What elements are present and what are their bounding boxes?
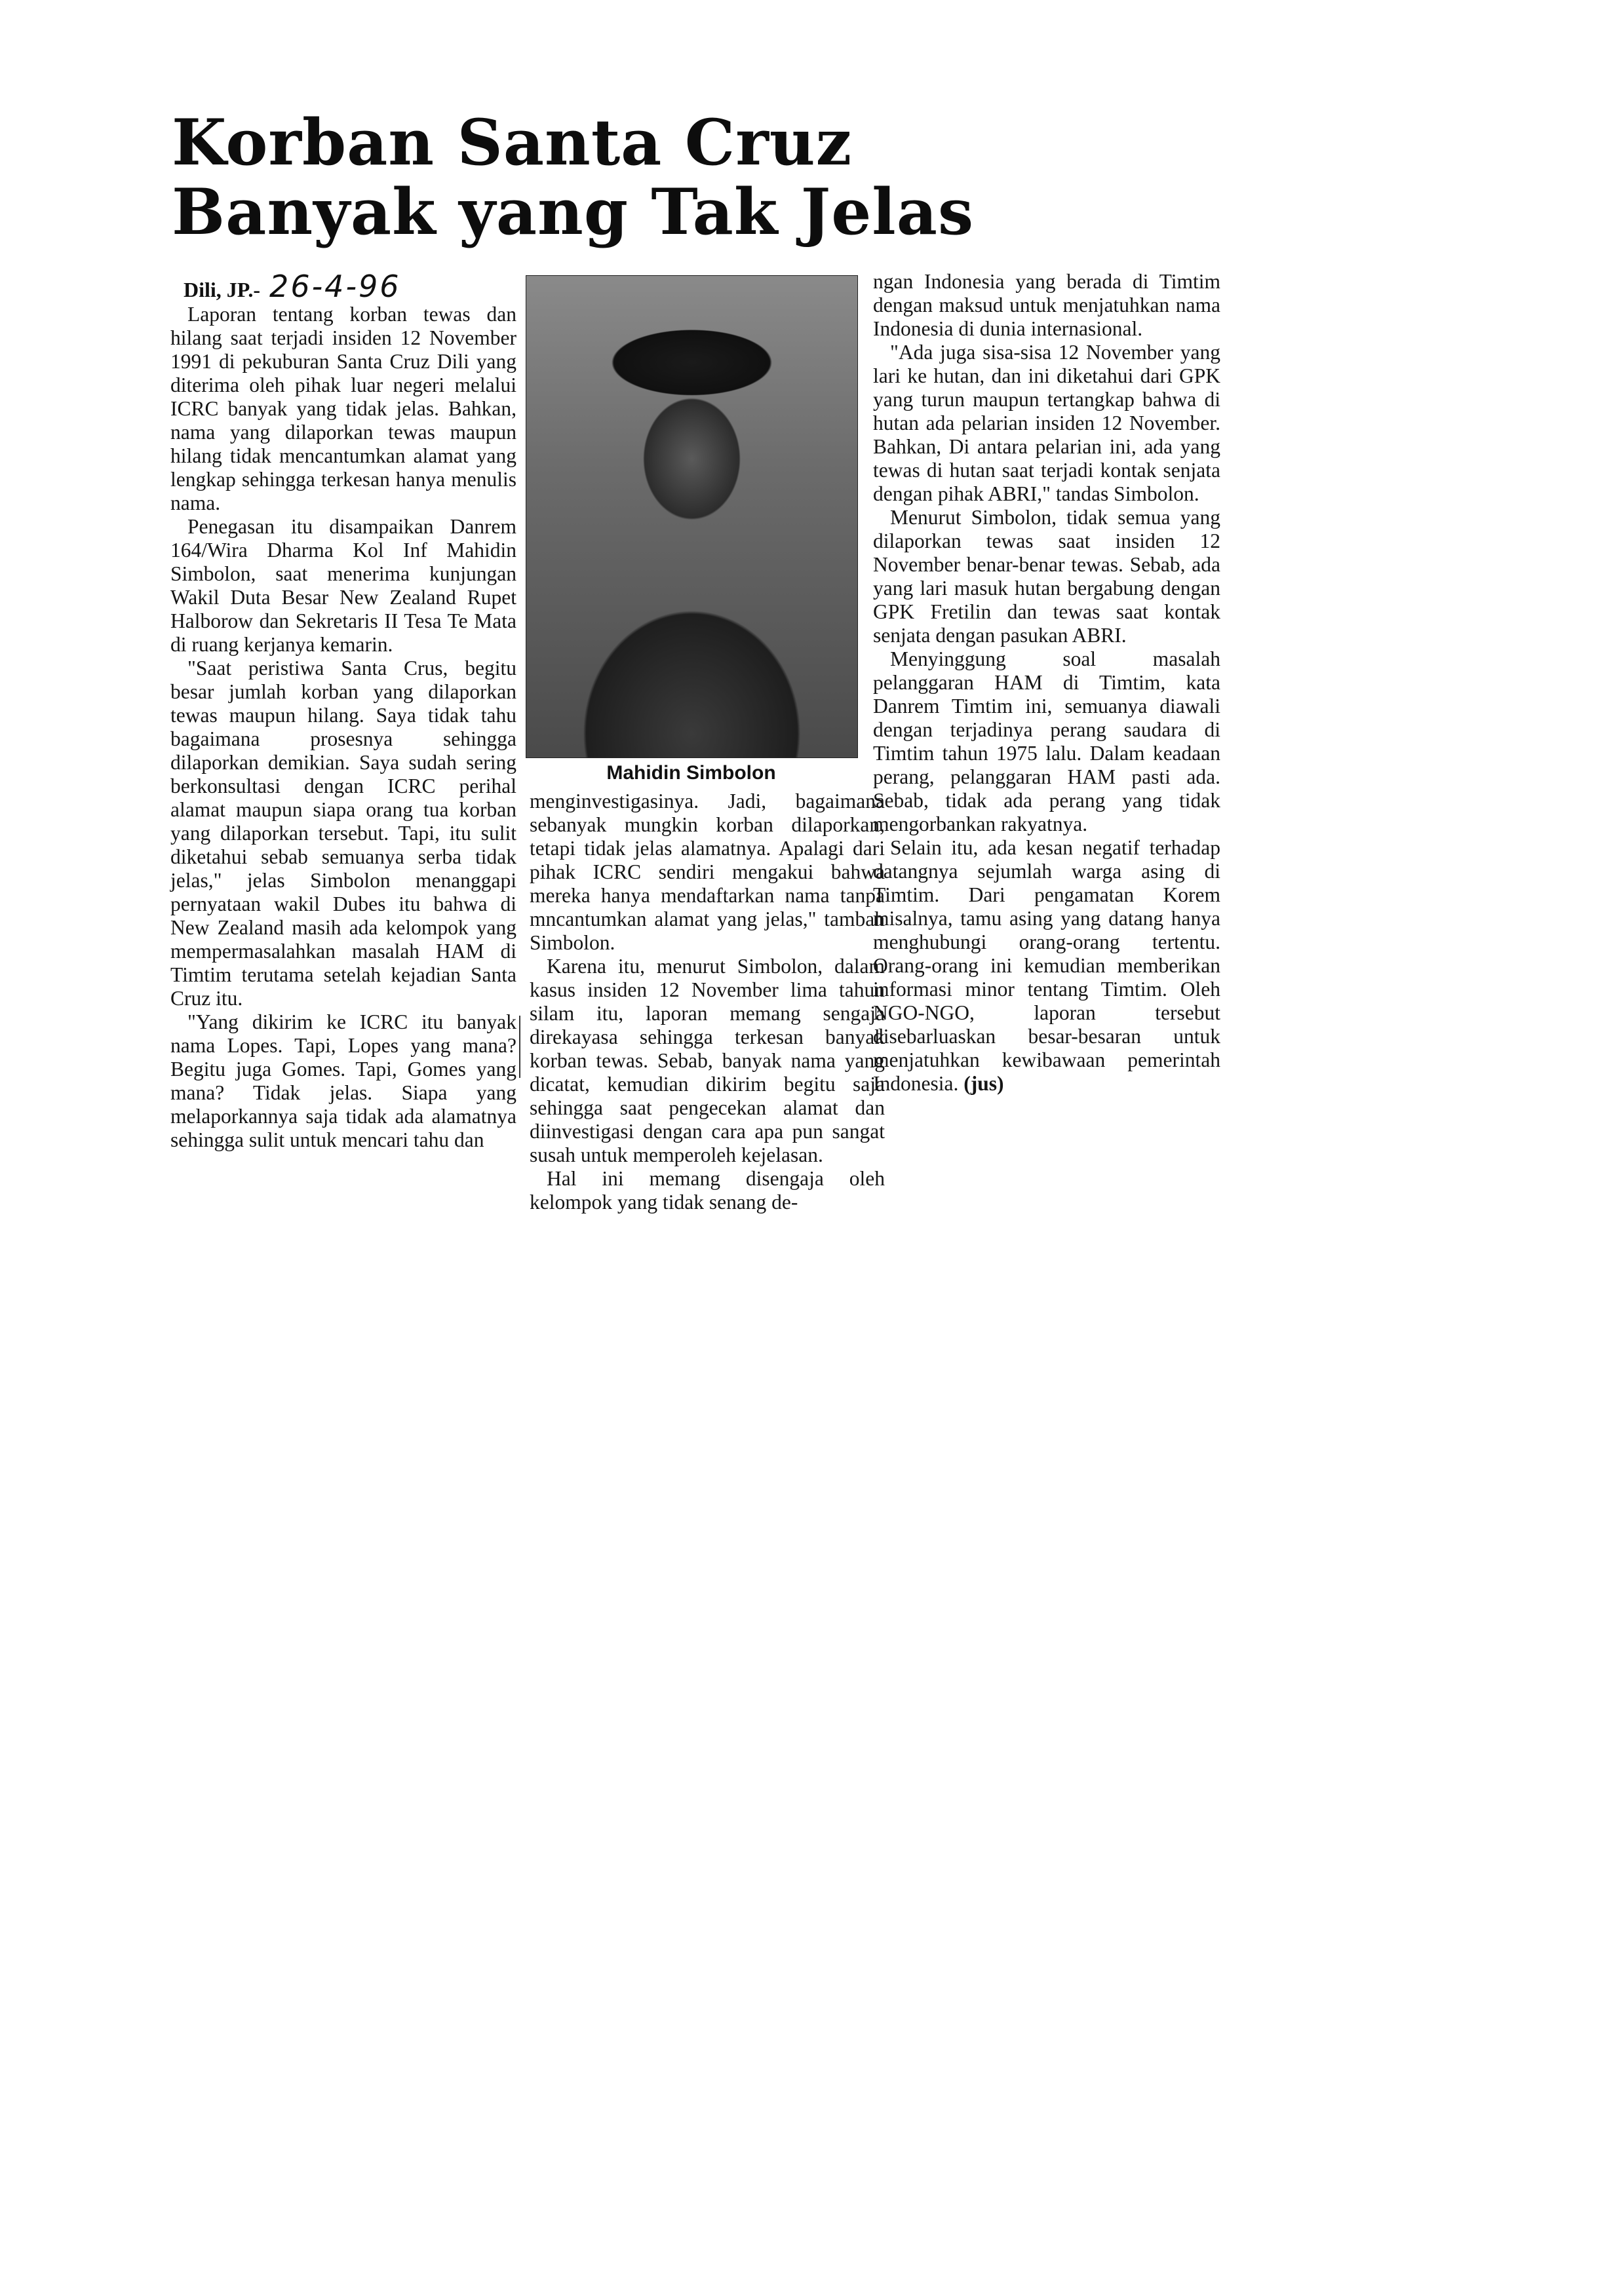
headline-line-1: Korban Santa Cruz <box>172 105 853 180</box>
byline: (jus) <box>963 1072 1004 1095</box>
article-column-3 <box>873 270 1220 1096</box>
dateline <box>184 269 401 304</box>
paragraph: menginvestigasinya. Jadi, bagaimana sebanyak mungkin korban dilaporkan, tetapi tidak jelas alamatnya. Apalagi dari pihak ICRC sendiri mengakui bahwa mereka hanya mendaftarkan nama tanpa mncantumkan alamat yang jelas," tambah Simbolon. <box>530 790 885 954</box>
article-column-2 <box>530 790 885 1214</box>
paragraph: Selain itu, ada kesan negatif terhadap datangnya sejumlah warga asing di Timtim. Dari pengamatan Korem misalnya, tamu asing yang datang hanya menghubungi orang-orang tertentu. Orang-orang ini kemudian memberikan informasi minor tentang Timtim. Oleh NGO-NGO, laporan tersebut disebarluaskan besar-besaran untuk menjatuhkan kewibawaan pemerintah Indonesia. <box>873 836 1220 1095</box>
paragraph: Menurut Simbolon, tidak semua yang dilaporkan tewas saat insiden 12 November benar-benar tewas. Sebab, ada yang lari masuk hutan bergabung dengan GPK Fretilin dan tewas saat kontak senjata dengan pasukan ABRI. <box>873 506 1220 647</box>
newspaper-clipping <box>157 98 1219 1376</box>
paragraph: Menyinggung soal masalah pelanggaran HAM di Timtim, kata Danrem Timtim ini, semuanya diawali dengan terjadinya perang saudara di Timtim tahun 1975 lalu. Dalam keadaan perang, pelanggaran HAM pasti ada. Sebab, tidak ada perang yang tidak mengorbankan rakyatnya. <box>873 647 1220 835</box>
headline-line-2: Banyak yang Tak Jelas <box>172 175 974 249</box>
paragraph: Karena itu, menurut Simbolon, dalam kasus insiden 12 November lima tahun silam itu, laporan memang sengaja direkayasa sehingga terkesan banyak korban tewas. Sebab, banyak nama yang dicatat, kemudian dikirim begitu saja sehingga saat pengecekan alamat dan diinvestigasi dengan cara apa pun sangat susah untuk memperoleh kejelasan. <box>530 955 885 1166</box>
handwritten-date: 26-4-96 <box>269 269 401 304</box>
paragraph: Hal ini memang disengaja oleh kelompok yang tidak senang de- <box>530 1167 885 1214</box>
headline <box>172 105 1220 249</box>
column-divider <box>519 1016 520 1078</box>
article-column-1 <box>170 303 516 1152</box>
paragraph: Penegasan itu disampaikan Danrem 164/Wira Dharma Kol Inf Mahidin Simbolon, saat menerima kunjungan Wakil Duta Besar New Zealand Rupet Halborow dan Sekretaris II Tesa Te Mata di ruang kerjanya kemarin. <box>170 515 516 656</box>
paragraph-last <box>873 836 1220 1096</box>
paragraph: "Ada juga sisa-sisa 12 November yang lari ke hutan, dan ini diketahui dari GPK yang turun maupun tertangkap bahwa di hutan ada pelarian insiden 12 November. Bahkan, Di antara pelarian ini, ada yang tewas di hutan saat terjadi kontak senjata dengan pihak ABRI," tandas Simbolon. <box>873 341 1220 505</box>
paragraph: ngan Indonesia yang berada di Timtim dengan maksud untuk menjatuhkan nama Indonesia di dunia internasional. <box>873 270 1220 340</box>
dateline-location: Dili, JP.- <box>184 278 261 301</box>
paragraph: "Saat peristiwa Santa Crus, begitu besar jumlah korban yang dilaporkan tewas maupun hilang. Saya tidak tahu bagaimana prosesnya sehingga dilaporkan demikian. Saya sudah sering berkonsultasi dengan ICRC perihal alamat maupun siapa orang tua korban yang dilaporkan tersebut. Tapi, itu sulit diketahui sebab semuanya serba tidak jelas," jelas Simbolon menanggapi pernyataan wakil Dubes itu bahwa di New Zealand masih ada kelompok yang mempermasalahkan masalah HAM di Timtim terutama setelah kejadian Santa Cruz itu. <box>170 657 516 1010</box>
paragraph: Laporan tentang korban tewas dan hilang saat terjadi insiden 12 November 1991 di pekuburan Santa Cruz Dili yang diterima oleh pihak luar negeri melalui ICRC banyak yang tidak jelas. Bahkan, nama yang dilaporkan tewas maupun hilang tidak mencantumkan alamat yang lengkap sehingga terkesan hanya menulis nama. <box>170 303 516 514</box>
photo-caption: Mahidin Simbolon <box>606 762 776 784</box>
paragraph: "Yang dikirim ke ICRC itu banyak nama Lopes. Tapi, Lopes yang mana? Begitu juga Gomes. Tapi, Gomes yang mana? Tidak jelas. Siapa yang melaporkannya saja tidak ada alamatnya sehingga sulit untuk mencari tahu dan <box>170 1010 516 1151</box>
portrait-photo <box>526 275 858 758</box>
